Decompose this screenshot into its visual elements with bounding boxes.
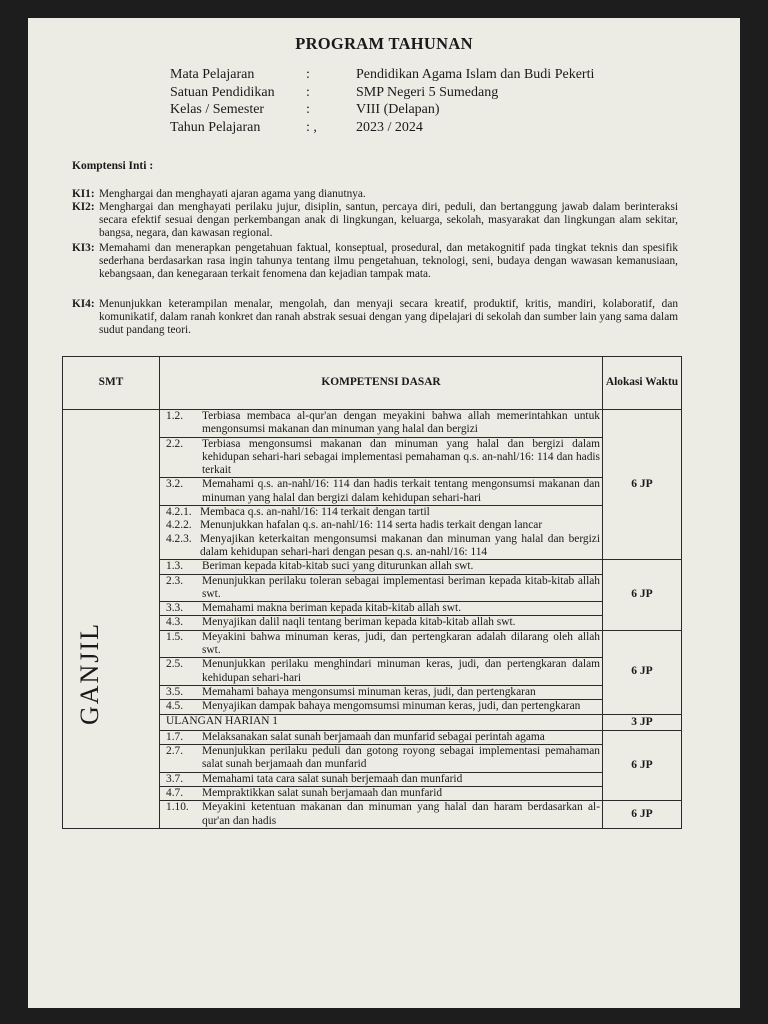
header-kompetensi-dasar: KOMPETENSI DASAR bbox=[160, 357, 603, 410]
meta-value: 2023 / 2024 bbox=[356, 119, 423, 135]
meta-label: Kelas / Semester bbox=[170, 102, 265, 117]
ulangan-harian-label: ULANGAN HARIAN 1 bbox=[166, 714, 278, 727]
kd-item bbox=[160, 801, 602, 828]
kd-text: Melaksanakan salat sunah berjamaah dan munfarid sebagai perintah agama bbox=[202, 730, 545, 743]
alokasi-waktu-cell: 6 JP bbox=[603, 630, 682, 714]
kd-number: 4.2.2. bbox=[166, 519, 192, 532]
meta-label: Tahun Pelajaran bbox=[170, 119, 261, 135]
table-row bbox=[63, 410, 682, 560]
meta-colon: : bbox=[306, 84, 310, 100]
kd-item bbox=[160, 772, 602, 786]
kd-number: 1.5. bbox=[166, 630, 184, 643]
kd-text: Memahami q.s. an-nahl/16: 114 dan hadis terkait tentang mengonsumsi makanan dan minuman yang halal dan bergizi dalam kehidupan sehari-hari bbox=[202, 478, 600, 504]
ki-item bbox=[72, 242, 678, 282]
kd-number: 2.7. bbox=[166, 745, 184, 758]
kd-item bbox=[160, 560, 602, 573]
kd-text: Menunjukkan perilaku peduli dan gotong royong sebagai implementasi pemahaman salat sunah berjamaah dan munfarid bbox=[202, 745, 600, 771]
kd-number: 1.7. bbox=[166, 730, 184, 743]
kd-text: Menunjukkan hafalan q.s. an-nahl/16: 114 serta hadis terkait dengan lancar bbox=[200, 519, 543, 532]
table-header-row bbox=[63, 357, 682, 410]
kd-cell bbox=[160, 560, 603, 630]
kd-cell bbox=[160, 801, 603, 829]
kd-number: 2.3. bbox=[166, 574, 184, 587]
kd-cell bbox=[160, 630, 603, 714]
kd-sub-item bbox=[160, 506, 602, 519]
kd-text: Memahami tata cara salat sunah berjemaah dan munfarid bbox=[202, 772, 463, 785]
kd-item bbox=[160, 574, 602, 602]
ki-label: KI2: bbox=[72, 201, 95, 213]
kd-number: 4.7. bbox=[166, 787, 184, 800]
kd-text: Menyajikan keterkaitan mengonsumsi makanan dan minuman yang halal dan bergizi dalam kehidupan sehari-hari dengan pesan q.s. an-nahl/16: 114 bbox=[200, 532, 600, 558]
ki-text: Menunjukkan keterampilan menalar, mengolah, dan menyaji secara kreatif, produktif, kritis, mandiri, kolaboratif, dan komunikatif, dalam ranah konkret dan ranah abstrak sesuai dengan yang dipelajari di sekolah dan sumber lain yang sama dalam sudut pandang teori. bbox=[99, 298, 678, 337]
kd-number: 3.2. bbox=[166, 478, 184, 491]
meta-value: Pendidikan Agama Islam dan Budi Pekerti bbox=[356, 67, 595, 82]
header-alokasi-waktu: Alokasi Waktu bbox=[603, 357, 682, 410]
kd-text: Menyajikan dampak bahaya mengomsumsi minuman keras, judi, dan pertengkaran bbox=[202, 700, 581, 713]
kd-text: Meyakini ketentuan makanan dan minuman yang halal dan haram berdasarkan al-qur'an dan hadis bbox=[202, 801, 600, 827]
ki-item bbox=[72, 298, 678, 338]
kd-number: 4.2.3. bbox=[166, 532, 192, 545]
document-title: PROGRAM TAHUNAN bbox=[295, 34, 473, 53]
alokasi-waktu-cell: 6 JP bbox=[603, 801, 682, 829]
kd-text: Membaca q.s. an-nahl/16: 114 terkait dengan tartil bbox=[200, 506, 430, 519]
kd-number: 3.5. bbox=[166, 685, 184, 698]
kd-sub-item bbox=[160, 533, 602, 560]
kd-item bbox=[160, 601, 602, 615]
alokasi-waktu-cell: 6 JP bbox=[603, 410, 682, 560]
ki-text: Memahami dan menerapkan pengetahuan faktual, konseptual, prosedural, dan metakognitif pada tingkat teknis dan spesifik sederhana berdasarkan rasa ingin tahunya tentang ilmu pengetahuan, teknologi, seni, budaya dengan wawasan kemanusiaan, kebangsaan, dan kenegaraan terkait fenomena dan kejadian tampak mata. bbox=[99, 242, 678, 281]
kd-text: Menunjukkan perilaku menghindari minuman keras, judi, dan pertengkaran dalam kehidupan sehari-hari bbox=[202, 658, 600, 684]
kd-text: Mempraktikkan salat sunah berjamaah dan munfarid bbox=[202, 787, 443, 800]
alokasi-waktu-cell: 6 JP bbox=[603, 730, 682, 800]
kd-text: Memahami bahaya mengonsumsi minuman keras, judi, dan pertengkaran bbox=[202, 685, 536, 698]
semester-label: GANJIL bbox=[75, 622, 104, 725]
document-page bbox=[28, 18, 740, 1008]
ki-text: Menghargai dan menghayati perilaku jujur, disiplin, santun, percaya diri, peduli, dan bertanggung jawab dalam berinteraksi secara efektif sesuai dengan perkembangan anak di lingkungan, keluarga, sekolah, masyarakat dan lingkungan alam sekitar, bangsa, negara, dan kawasan regional. bbox=[99, 201, 678, 240]
kd-number: 2.2. bbox=[166, 437, 184, 450]
kd-cell bbox=[160, 730, 603, 800]
kd-text: Beriman kepada kitab-kitab suci yang diturunkan allah swt. bbox=[202, 560, 474, 573]
kd-item bbox=[160, 631, 602, 658]
kd-sub-group bbox=[160, 505, 602, 559]
kd-number: 4.2.1. bbox=[166, 506, 192, 519]
ki-label: KI4: bbox=[72, 298, 95, 310]
kd-number: 4.5. bbox=[166, 700, 184, 713]
meta-row bbox=[170, 66, 594, 84]
kd-text: Memahami makna beriman kepada kitab-kitab allah swt. bbox=[202, 602, 462, 615]
kd-item bbox=[160, 744, 602, 772]
ki-text: Menghargai dan menghayati ajaran agama yang dianutnya. bbox=[99, 188, 366, 200]
kd-item bbox=[160, 410, 602, 437]
ki-label: KI1: bbox=[72, 188, 95, 200]
kd-item bbox=[160, 731, 602, 744]
alokasi-waktu-cell: 3 JP bbox=[603, 714, 682, 730]
kd-item bbox=[160, 437, 602, 478]
kd-text: Meyakini bahwa minuman keras, judi, dan pertengkaran adalah dilarang oleh allah swt. bbox=[202, 630, 600, 657]
document-meta bbox=[170, 66, 594, 136]
kd-item bbox=[160, 657, 602, 685]
kompetensi-dasar-table bbox=[62, 356, 682, 829]
kd-text: Terbiasa mengonsumsi makanan dan minuman yang halal dan bergizi dalam kehidupan sehari-hari sebagai implementasi pemahaman q.s. an-nahl/16: 114 dan hadis terkait bbox=[202, 437, 600, 477]
meta-row bbox=[170, 119, 594, 137]
alokasi-waktu-cell: 6 JP bbox=[603, 560, 682, 630]
meta-row bbox=[170, 101, 594, 119]
kd-sub-item bbox=[160, 519, 602, 532]
kd-text: Menyajikan dalil naqli tentang beriman kepada kitab-kitab allah swt. bbox=[202, 616, 516, 629]
meta-colon: : , bbox=[306, 119, 317, 135]
kd-cell bbox=[160, 714, 603, 730]
kd-number: 4.3. bbox=[166, 616, 184, 629]
ki-item bbox=[72, 201, 678, 241]
kd-number: 1.2. bbox=[166, 410, 184, 422]
header-smt: SMT bbox=[63, 357, 160, 410]
meta-colon: : bbox=[306, 67, 310, 82]
semester-cell bbox=[63, 410, 160, 829]
meta-label: Mata Pelajaran bbox=[170, 67, 255, 82]
kd-item bbox=[160, 786, 602, 800]
meta-label: Satuan Pendidikan bbox=[170, 84, 275, 100]
ki-heading: Komptensi Inti : bbox=[72, 160, 154, 172]
kd-item bbox=[160, 699, 602, 713]
kd-number: 3.3. bbox=[166, 602, 184, 615]
kd-item bbox=[160, 685, 602, 699]
meta-value: SMP Negeri 5 Sumedang bbox=[356, 84, 499, 100]
meta-value: VIII (Delapan) bbox=[356, 102, 440, 117]
kd-text: Terbiasa membaca al-qur'an dengan meyakini bahwa allah memerintahkan untuk mengonsumsi makanan dan minuman yang halal dan bergizi bbox=[202, 410, 600, 436]
meta-colon: : bbox=[306, 102, 310, 117]
kd-cell bbox=[160, 410, 603, 560]
kd-number: 3.7. bbox=[166, 772, 184, 785]
ki-label: KI3: bbox=[72, 242, 95, 254]
kd-number: 2.5. bbox=[166, 658, 184, 671]
kd-number: 1.3. bbox=[166, 560, 184, 573]
kd-item bbox=[160, 615, 602, 629]
ki-item bbox=[72, 188, 678, 201]
kd-number: 1.10. bbox=[166, 801, 189, 814]
kd-item bbox=[160, 477, 602, 505]
meta-row bbox=[170, 84, 594, 102]
kd-text: Menunjukkan perilaku toleran sebagai implementasi beriman kepada kitab-kitab allah swt. bbox=[202, 574, 600, 600]
